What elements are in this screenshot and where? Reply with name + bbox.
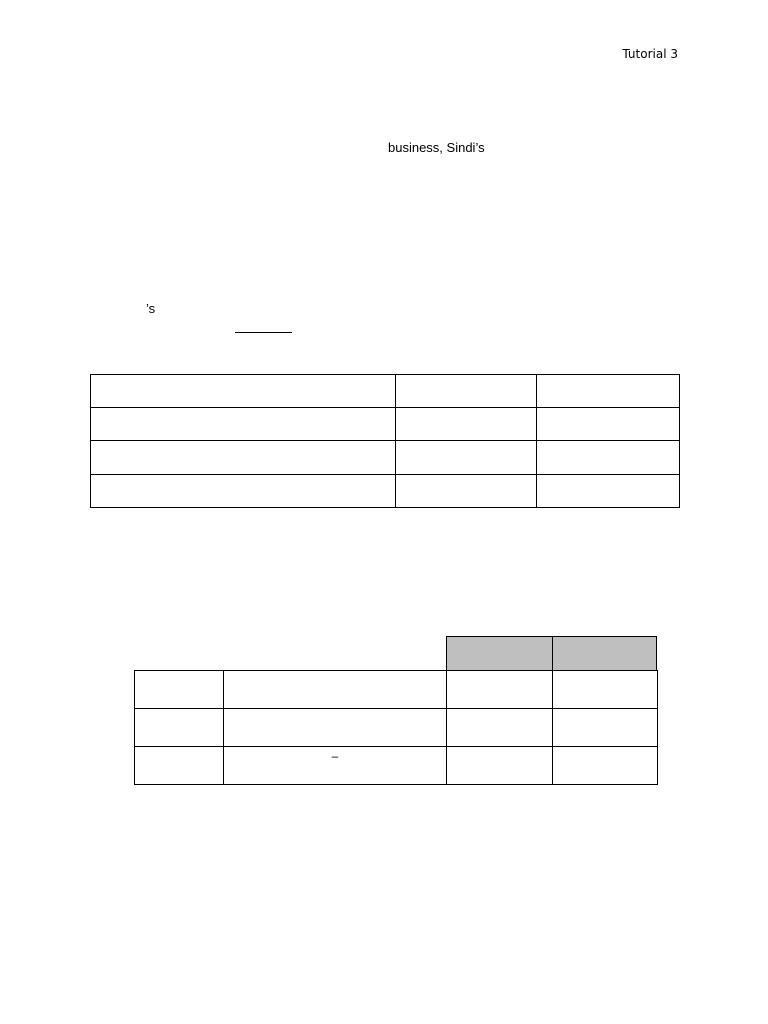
page-header-label: Tutorial 3 [622,47,678,61]
table-cell [396,475,537,508]
table-two-header [446,636,657,671]
table-cell [396,375,537,408]
table-cell [91,375,396,408]
table-cell [553,671,658,709]
table-cell-dash: – [224,747,447,785]
table-cell [224,709,447,747]
table-cell [447,709,553,747]
table-cell [224,671,447,709]
table-row [135,709,658,747]
fill-in-blank-underline [235,332,292,333]
table-cell [135,671,224,709]
table-cell [91,475,396,508]
table-cell [537,408,680,441]
table-two [134,670,658,785]
table-cell [396,408,537,441]
table-cell [91,408,396,441]
table-one [90,374,680,508]
table-row [135,747,658,785]
table-cell [447,671,553,709]
table-cell [553,709,658,747]
table-cell [537,441,680,475]
table-header-cell [446,636,553,671]
body-text-possessive: ’s [146,301,156,316]
table-row [91,475,680,508]
table-row [91,375,680,408]
table-cell [396,441,537,475]
table-cell [537,475,680,508]
table-cell [447,747,553,785]
body-text-business: business, Sindi’s [388,140,485,155]
table-cell [135,747,224,785]
table-cell [135,709,224,747]
table-row [91,408,680,441]
table-cell [91,441,396,475]
table-row [91,441,680,475]
table-header-cell [552,636,657,671]
table-cell [553,747,658,785]
table-row [135,671,658,709]
table-cell [537,375,680,408]
